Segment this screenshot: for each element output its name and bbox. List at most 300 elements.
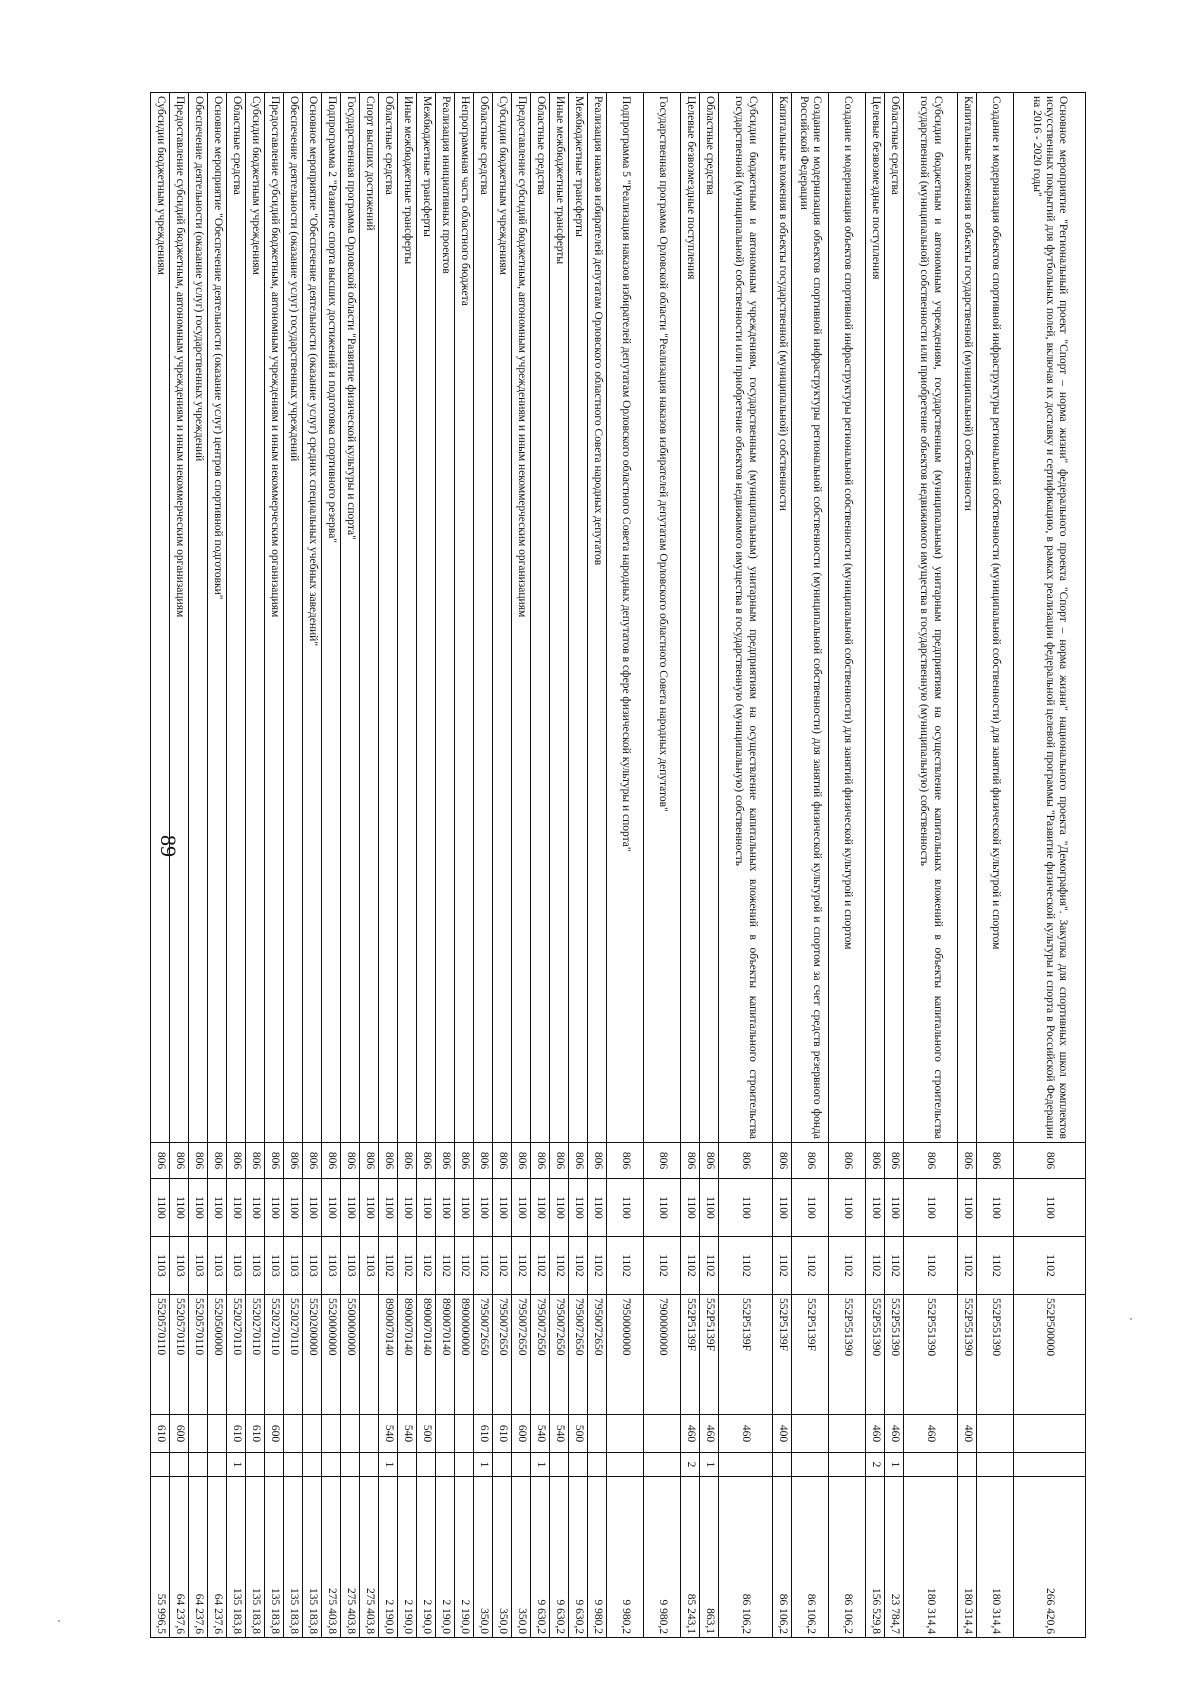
row-section: 1100: [341, 1179, 360, 1237]
row-section: 1100: [379, 1179, 398, 1237]
row-source: [208, 1453, 227, 1477]
table-row: [1014, 93, 1086, 1638]
row-name: Субсидии бюджетным учреждениям: [246, 93, 265, 1143]
row-target-article: 7900000000: [644, 1295, 681, 1415]
table-row: [569, 93, 588, 1638]
row-expense-type: 600: [170, 1415, 189, 1453]
row-grbs: 806: [773, 1143, 792, 1179]
table-row: [227, 93, 246, 1638]
row-source: [455, 1453, 474, 1477]
row-section: 1100: [246, 1179, 265, 1237]
row-amount: 86 106,2: [792, 1477, 829, 1638]
row-subsection: 1103: [189, 1237, 208, 1295]
row-target-article: 7950072650: [493, 1295, 512, 1415]
table-row: [531, 93, 550, 1638]
row-subsection: 1103: [227, 1237, 246, 1295]
row-name: Создание и модернизация объектов спортивной инфраструктуры региональной собственности (муниципальной собственности) для занятий физической культурой и спортом: [977, 93, 1014, 1143]
row-grbs: 806: [341, 1143, 360, 1179]
row-subsection: 1103: [208, 1237, 227, 1295]
row-source: [792, 1453, 829, 1477]
row-subsection: 1102: [474, 1237, 493, 1295]
row-amount: 2 190,0: [398, 1477, 417, 1638]
row-name: Государственная программа Орловской области "Реализация наказов избирателей депутатам Орловского областного Совета народных депутатов": [644, 93, 681, 1143]
row-subsection: 1102: [904, 1237, 958, 1295]
row-target-article: 5520200000: [303, 1295, 322, 1415]
row-section: 1100: [531, 1179, 550, 1237]
row-grbs: 806: [904, 1143, 958, 1179]
row-target-article: 8900070140: [398, 1295, 417, 1415]
row-target-article: 7950072650: [531, 1295, 550, 1415]
row-subsection: 1103: [246, 1237, 265, 1295]
row-section: 1100: [792, 1179, 829, 1237]
row-expense-type: [455, 1415, 474, 1453]
row-expense-type: 500: [569, 1415, 588, 1453]
table-row: [360, 93, 379, 1638]
row-name: Подпрограмма 5 "Реализация наказов избирателей депутатам Орловского областного Совета народных депутатов в сфере физической культуры и спорта": [607, 93, 644, 1143]
row-name: Субсидии бюджетным учреждениям: [493, 93, 512, 1143]
row-section: 1100: [977, 1179, 1014, 1237]
row-section: 1100: [885, 1179, 904, 1237]
row-grbs: 806: [512, 1143, 531, 1179]
row-section: 1100: [455, 1179, 474, 1237]
row-source: 1: [885, 1453, 904, 1477]
row-source: 1: [474, 1453, 493, 1477]
row-amount: 86 106,2: [773, 1477, 792, 1638]
row-name: Предоставление субсидий бюджетным, автономным учреждениям и иным некоммерческим организациям: [512, 93, 531, 1143]
table-row: [303, 93, 322, 1638]
row-section: 1100: [958, 1179, 977, 1237]
row-amount: 9 630,2: [550, 1477, 569, 1638]
row-name: Предоставление субсидий бюджетным, автономным учреждениям и иным некоммерческим организациям: [170, 93, 189, 1143]
row-source: 1: [227, 1453, 246, 1477]
row-source: [151, 1453, 170, 1477]
row-amount: 135 183,8: [284, 1477, 303, 1638]
row-amount: 180 314,4: [904, 1477, 958, 1638]
row-target-article: 552P5139F: [681, 1295, 700, 1415]
row-grbs: 806: [607, 1143, 644, 1179]
row-expense-type: [607, 1415, 644, 1453]
row-grbs: 806: [265, 1143, 284, 1179]
row-grbs: 806: [284, 1143, 303, 1179]
row-target-article: 8900070140: [379, 1295, 398, 1415]
row-section: 1100: [550, 1179, 569, 1237]
row-target-article: 7950000000: [607, 1295, 644, 1415]
row-section: 1100: [588, 1179, 607, 1237]
row-source: [341, 1453, 360, 1477]
row-amount: 863,1: [700, 1477, 719, 1638]
row-section: 1100: [1014, 1179, 1086, 1237]
row-expense-type: 460: [904, 1415, 958, 1453]
row-amount: 350,0: [512, 1477, 531, 1638]
row-grbs: 806: [700, 1143, 719, 1179]
row-subsection: 1102: [977, 1237, 1014, 1295]
row-source: [977, 1453, 1014, 1477]
row-subsection: 1102: [588, 1237, 607, 1295]
row-target-article: 5520570110: [189, 1295, 208, 1415]
row-section: 1100: [151, 1179, 170, 1237]
row-amount: 9 980,2: [644, 1477, 681, 1638]
row-amount: 135 183,8: [246, 1477, 265, 1638]
row-amount: 156 529,8: [866, 1477, 885, 1638]
row-section: 1100: [644, 1179, 681, 1237]
row-section: 1100: [360, 1179, 379, 1237]
row-subsection: 1103: [265, 1237, 284, 1295]
row-source: [644, 1453, 681, 1477]
row-subsection: 1102: [569, 1237, 588, 1295]
row-source: [588, 1453, 607, 1477]
row-expense-type: 460: [885, 1415, 904, 1453]
table-row: [265, 93, 284, 1638]
row-name: Иные межбюджетные трансферты: [398, 93, 417, 1143]
row-section: 1100: [170, 1179, 189, 1237]
row-name: Основное мероприятие "Обеспечение деятельности (оказание услуг) центров спортивной подготовки": [208, 93, 227, 1143]
row-subsection: 1102: [773, 1237, 792, 1295]
row-grbs: 806: [958, 1143, 977, 1179]
row-section: 1100: [700, 1179, 719, 1237]
rotated-page: [136, 92, 1086, 1637]
row-target-article: 552P5139F: [719, 1295, 773, 1415]
row-section: 1100: [773, 1179, 792, 1237]
row-name: Межбюджетные трансферты: [417, 93, 436, 1143]
row-grbs: 806: [1014, 1143, 1086, 1179]
row-subsection: 1102: [531, 1237, 550, 1295]
row-target-article: 7950072650: [474, 1295, 493, 1415]
row-section: 1100: [904, 1179, 958, 1237]
row-source: [303, 1453, 322, 1477]
row-grbs: 806: [436, 1143, 455, 1179]
table-row: [284, 93, 303, 1638]
table-row: [681, 93, 700, 1638]
row-source: [958, 1453, 977, 1477]
table-row: [151, 93, 170, 1638]
row-source: [607, 1453, 644, 1477]
row-expense-type: 600: [265, 1415, 284, 1453]
row-source: [1014, 1453, 1086, 1477]
row-grbs: 806: [829, 1143, 866, 1179]
row-amount: 64 237,6: [189, 1477, 208, 1638]
row-target-article: 552P551390: [829, 1295, 866, 1415]
row-section: 1100: [569, 1179, 588, 1237]
table-row: [607, 93, 644, 1638]
row-subsection: 1102: [644, 1237, 681, 1295]
row-source: [246, 1453, 265, 1477]
row-amount: 64 237,6: [170, 1477, 189, 1638]
row-expense-type: [284, 1415, 303, 1453]
row-source: [284, 1453, 303, 1477]
row-name: Целевые безвозмездные поступления: [681, 93, 700, 1143]
row-subsection: 1102: [866, 1237, 885, 1295]
row-target-article: 552P5139F: [700, 1295, 719, 1415]
row-subsection: 1102: [719, 1237, 773, 1295]
row-target-article: 552P551390: [977, 1295, 1014, 1415]
row-expense-type: 540: [550, 1415, 569, 1453]
row-name: Предоставление субсидий бюджетным, автономным учреждениям и иным некоммерческим организациям: [265, 93, 284, 1143]
row-name: Субсидии бюджетным учреждениям: [151, 93, 170, 1143]
row-name: Реализация наказов избирателей депутатам Орловского областного Совета народных депутатов: [588, 93, 607, 1143]
row-source: [322, 1453, 341, 1477]
row-amount: 86 106,2: [719, 1477, 773, 1638]
row-grbs: 806: [681, 1143, 700, 1179]
row-expense-type: 610: [227, 1415, 246, 1453]
table-row: [398, 93, 417, 1638]
row-name: Создание и модернизация объектов спортивной инфраструктуры региональной собственности (муниципальной собственности) для занятий физической культурой и спортом за счет средств резервного фонда Российской Федерации: [792, 93, 829, 1143]
row-source: [189, 1453, 208, 1477]
row-subsection: 1103: [303, 1237, 322, 1295]
row-amount: 350,0: [474, 1477, 493, 1638]
row-expense-type: 460: [681, 1415, 700, 1453]
table-row: [455, 93, 474, 1638]
row-source: [773, 1453, 792, 1477]
row-amount: 2 190,0: [436, 1477, 455, 1638]
row-amount: 9 630,2: [569, 1477, 588, 1638]
row-grbs: 806: [455, 1143, 474, 1179]
row-expense-type: 610: [493, 1415, 512, 1453]
row-target-article: 5520270110: [227, 1295, 246, 1415]
row-grbs: 806: [493, 1143, 512, 1179]
table-row: [379, 93, 398, 1638]
row-expense-type: 460: [719, 1415, 773, 1453]
table-row: [474, 93, 493, 1638]
row-amount: 9 980,2: [607, 1477, 644, 1638]
row-expense-type: 540: [398, 1415, 417, 1453]
row-grbs: 806: [569, 1143, 588, 1179]
row-expense-type: [436, 1415, 455, 1453]
row-grbs: 806: [474, 1143, 493, 1179]
row-amount: 180 314,4: [958, 1477, 977, 1638]
row-expense-type: [588, 1415, 607, 1453]
table-row: [588, 93, 607, 1638]
row-source: [417, 1453, 436, 1477]
row-section: 1100: [681, 1179, 700, 1237]
row-name: Областные средства: [474, 93, 493, 1143]
table-row: [493, 93, 512, 1638]
row-grbs: 806: [246, 1143, 265, 1179]
row-name: Непрограммная часть областного бюджета: [455, 93, 474, 1143]
table-row: [512, 93, 531, 1638]
row-expense-type: 400: [958, 1415, 977, 1453]
row-amount: 2 190,0: [455, 1477, 474, 1638]
row-target-article: 5520270110: [284, 1295, 303, 1415]
row-target-article: 552P551390: [885, 1295, 904, 1415]
row-expense-type: 610: [246, 1415, 265, 1453]
row-target-article: 7950072650: [512, 1295, 531, 1415]
row-section: 1100: [866, 1179, 885, 1237]
table-row: [644, 93, 681, 1638]
row-section: 1100: [322, 1179, 341, 1237]
row-name: Субсидии бюджетным и автономным учреждениям, государственным (муниципальным) унитарным предприятиям на осуществление капитальных вложений в объекты капитального строительства государственной (муниципальной) собственности или приобретение объектов недвижимого имущества в государственную (муниципальную) собственность: [904, 93, 958, 1143]
row-subsection: 1103: [284, 1237, 303, 1295]
table-row: [341, 93, 360, 1638]
row-section: 1100: [398, 1179, 417, 1237]
row-amount: 86 106,2: [829, 1477, 866, 1638]
row-source: [436, 1453, 455, 1477]
row-grbs: 806: [531, 1143, 550, 1179]
row-grbs: 806: [588, 1143, 607, 1179]
row-subsection: 1103: [170, 1237, 189, 1295]
row-target-article: 7950072650: [550, 1295, 569, 1415]
row-subsection: 1102: [700, 1237, 719, 1295]
row-source: [398, 1453, 417, 1477]
row-subsection: 1102: [885, 1237, 904, 1295]
table-row: [436, 93, 455, 1638]
row-amount: 135 183,8: [265, 1477, 284, 1638]
row-subsection: 1102: [417, 1237, 436, 1295]
row-source: [493, 1453, 512, 1477]
row-subsection: 1103: [341, 1237, 360, 1295]
row-section: 1100: [474, 1179, 493, 1237]
table-row: [904, 93, 958, 1638]
row-amount: 2 190,0: [379, 1477, 398, 1638]
row-grbs: 806: [417, 1143, 436, 1179]
row-amount: 275 403,8: [322, 1477, 341, 1638]
row-target-article: 552P551390: [904, 1295, 958, 1415]
row-amount: 180 314,4: [977, 1477, 1014, 1638]
table-row: [977, 93, 1014, 1638]
row-section: 1100: [829, 1179, 866, 1237]
row-section: 1100: [284, 1179, 303, 1237]
row-target-article: 8900070140: [436, 1295, 455, 1415]
row-target-article: 5520570110: [170, 1295, 189, 1415]
row-grbs: 806: [398, 1143, 417, 1179]
row-expense-type: [977, 1415, 1014, 1453]
row-amount: 23 784,7: [885, 1477, 904, 1638]
row-name: Подпрограмма 2 "Развитие спорта высших достижений и подготовка спортивного резерва": [322, 93, 341, 1143]
row-expense-type: 610: [474, 1415, 493, 1453]
row-expense-type: [829, 1415, 866, 1453]
row-grbs: 806: [303, 1143, 322, 1179]
row-subsection: 1102: [792, 1237, 829, 1295]
row-source: [569, 1453, 588, 1477]
row-amount: 275 403,8: [341, 1477, 360, 1638]
table-row: [208, 93, 227, 1638]
row-amount: 2 190,0: [417, 1477, 436, 1638]
row-expense-type: [189, 1415, 208, 1453]
row-source: 2: [681, 1453, 700, 1477]
row-subsection: 1102: [512, 1237, 531, 1295]
row-name: Областные средства: [531, 93, 550, 1143]
row-subsection: 1102: [379, 1237, 398, 1295]
row-expense-type: 540: [379, 1415, 398, 1453]
row-name: Основное мероприятие "Региональный проект "Спорт – норма жизни" федерального проекта "Спорт – норма жизни" национального проекта "Демография". Закупка для спортивных школ комплектов искусственных покрытий для футбольных полей, включая их доставку и сертификацию, в рамках реализации федеральной целевой программы "Развитие физической культуры и спорта в Российской Федерации на 2016 - 2020 годы": [1014, 93, 1086, 1143]
table-row: [322, 93, 341, 1638]
row-subsection: 1102: [398, 1237, 417, 1295]
row-name: Капитальные вложения в объекты государственной (муниципальной) собственности: [773, 93, 792, 1143]
row-target-article: 552P551390: [958, 1295, 977, 1415]
row-section: 1100: [417, 1179, 436, 1237]
row-amount: 55 996,5: [151, 1477, 170, 1638]
row-grbs: 806: [866, 1143, 885, 1179]
row-section: 1100: [303, 1179, 322, 1237]
row-grbs: 806: [644, 1143, 681, 1179]
row-expense-type: 540: [531, 1415, 550, 1453]
row-amount: 350,0: [493, 1477, 512, 1638]
row-name: Реализация инициативных проектов: [436, 93, 455, 1143]
table-row: [958, 93, 977, 1638]
row-grbs: 806: [792, 1143, 829, 1179]
table-body: [151, 93, 1086, 1638]
row-expense-type: 460: [700, 1415, 719, 1453]
row-subsection: 1102: [436, 1237, 455, 1295]
row-grbs: 806: [170, 1143, 189, 1179]
row-subsection: 1102: [681, 1237, 700, 1295]
row-subsection: 1102: [550, 1237, 569, 1295]
row-name: Областные средства: [379, 93, 398, 1143]
row-expense-type: 400: [773, 1415, 792, 1453]
row-section: 1100: [436, 1179, 455, 1237]
row-amount: 135 183,8: [303, 1477, 322, 1638]
row-expense-type: [360, 1415, 379, 1453]
table-row: [885, 93, 904, 1638]
row-subsection: 1102: [829, 1237, 866, 1295]
row-expense-type: [322, 1415, 341, 1453]
row-grbs: 806: [550, 1143, 569, 1179]
row-expense-type: [1014, 1415, 1086, 1453]
row-source: [360, 1453, 379, 1477]
row-expense-type: [644, 1415, 681, 1453]
table-row: [792, 93, 829, 1638]
row-expense-type: [341, 1415, 360, 1453]
row-target-article: 552P5139F: [792, 1295, 829, 1415]
row-target-article: 8900070140: [417, 1295, 436, 1415]
row-source: 1: [379, 1453, 398, 1477]
row-source: 1: [700, 1453, 719, 1477]
row-subsection: 1103: [322, 1237, 341, 1295]
table-row: [866, 93, 885, 1638]
row-target-article: 552P500000: [1014, 1295, 1086, 1415]
row-target-article: 5520500000: [208, 1295, 227, 1415]
row-grbs: 806: [322, 1143, 341, 1179]
row-grbs: 806: [227, 1143, 246, 1179]
row-expense-type: [303, 1415, 322, 1453]
row-amount: 266 420,6: [1014, 1477, 1086, 1638]
row-grbs: 806: [885, 1143, 904, 1179]
row-source: 1: [531, 1453, 550, 1477]
row-target-article: 552P5139F: [773, 1295, 792, 1415]
row-section: 1100: [607, 1179, 644, 1237]
row-amount: 85 243,1: [681, 1477, 700, 1638]
row-name: Обеспечение деятельности (оказание услуг) государственных учреждений: [189, 93, 208, 1143]
row-target-article: 5520270110: [246, 1295, 265, 1415]
row-name: Областные средства: [227, 93, 246, 1143]
row-target-article: 7950072650: [588, 1295, 607, 1415]
row-expense-type: 500: [417, 1415, 436, 1453]
row-section: 1100: [189, 1179, 208, 1237]
row-subsection: 1102: [607, 1237, 644, 1295]
row-target-article: 5520570110: [151, 1295, 170, 1415]
row-expense-type: 460: [866, 1415, 885, 1453]
row-subsection: 1102: [1014, 1237, 1086, 1295]
table-row: [170, 93, 189, 1638]
table-row: [773, 93, 792, 1638]
row-section: 1100: [227, 1179, 246, 1237]
row-grbs: 806: [379, 1143, 398, 1179]
row-name: Основное мероприятие "Обеспечение деятельности (оказание услуг) средних специальных учебных заведений": [303, 93, 322, 1143]
budget-table: [150, 92, 1086, 1638]
table-row: [700, 93, 719, 1638]
row-source: [550, 1453, 569, 1477]
row-source: [170, 1453, 189, 1477]
row-source: [265, 1453, 284, 1477]
table-row: [246, 93, 265, 1638]
row-target-article: 552P551390: [866, 1295, 885, 1415]
row-amount: 9 980,2: [588, 1477, 607, 1638]
row-name: Создание и модернизация объектов спортивной инфраструктуры региональной собственности (муниципальной собственности) для занятий физической культурой и спортом: [829, 93, 866, 1143]
row-section: 1100: [719, 1179, 773, 1237]
row-section: 1100: [493, 1179, 512, 1237]
table-row: [550, 93, 569, 1638]
table-row: [829, 93, 866, 1638]
row-name: Государственная программа Орловской области "Развитие физической культуры и спорта": [341, 93, 360, 1143]
